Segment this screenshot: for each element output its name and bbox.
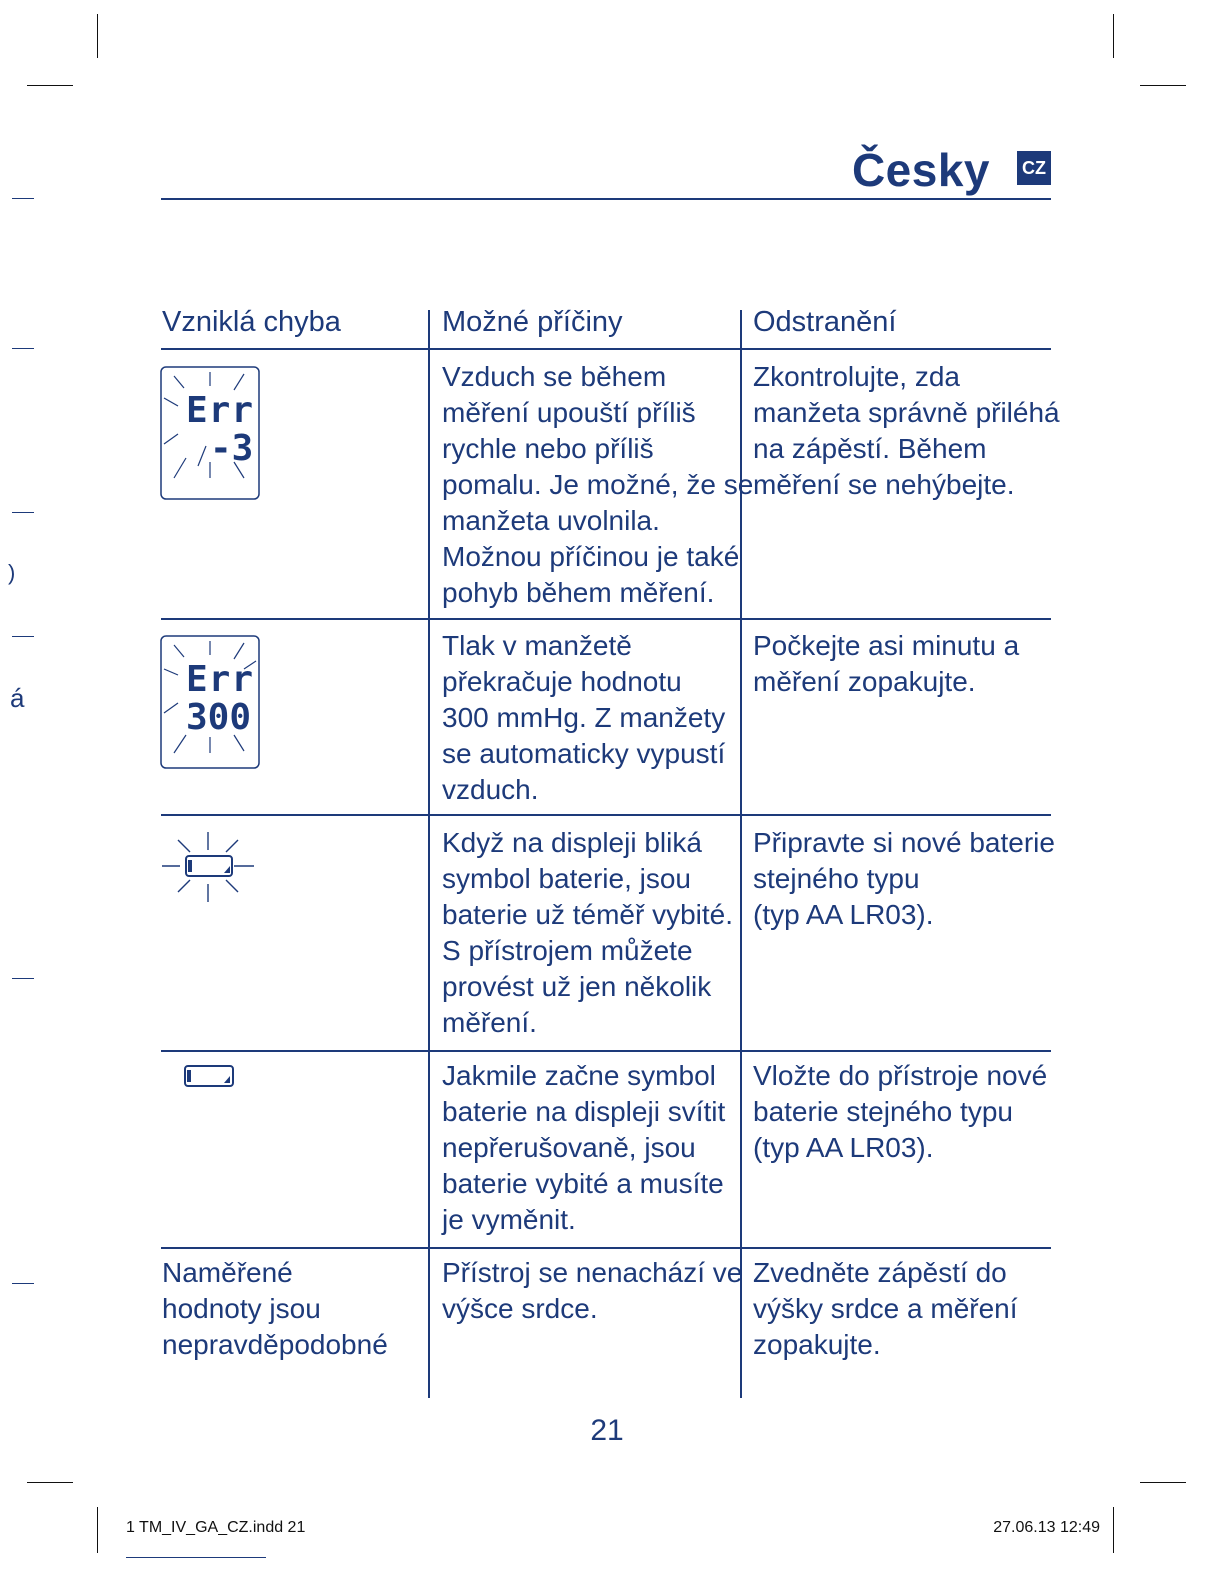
page-number: 21 [590, 1414, 624, 1447]
column-header-cause: Možné příčiny [442, 306, 623, 338]
blinking-battery-icon [160, 830, 256, 906]
fix-cell: Vložte do přístroje nové baterie stejného typu (typ AA LR03). [753, 1060, 1048, 1163]
crop-mark [97, 1507, 98, 1553]
table-row-divider [161, 1050, 1051, 1052]
fix-cell: Zkontrolujte, zda manžeta správně přiléhá na zápěstí. Během měření se nehýbejte. [753, 361, 1060, 500]
fix-cell: Počkejte asi minutu a měření zopakujte. [753, 630, 1020, 697]
margin-tick [12, 1283, 34, 1284]
crop-mark [1140, 85, 1186, 86]
margin-paren: ) [8, 560, 16, 585]
margin-tick [12, 636, 34, 637]
cause-cell: Tlak v manžetě překračuje hodnotu 300 mmHg. Z manžety se automaticky vypustí vzduch. [442, 630, 726, 805]
battery-icon [182, 1064, 236, 1088]
slug-file: 1 TM_IV_GA_CZ.indd 21 [126, 1519, 306, 1536]
table-row-divider [161, 1247, 1051, 1249]
table-row-divider [161, 814, 1051, 816]
column-header-fix: Odstranění [753, 306, 897, 338]
margin-tick [12, 198, 34, 199]
cause-cell: Když na displeji bliká symbol baterie, jsou baterie už téměř vybité. S přístrojem můžete provést už jen několik měření. [442, 827, 734, 1038]
margin-tick [12, 348, 34, 349]
slug-date: 27.06.13 12:49 [993, 1519, 1100, 1536]
table-row-divider [161, 618, 1051, 620]
err-line1: Err [186, 390, 255, 431]
table-column-divider [428, 310, 430, 1398]
err-line2: 300 [186, 697, 252, 738]
slug-underline [126, 1557, 266, 1558]
page-title: Česky [851, 144, 990, 196]
fix-cell: Připravte si nové baterie stejného typu (typ AA LR03). [753, 827, 1055, 930]
err-line1: Err [186, 659, 255, 700]
cause-cell: Vzduch se během měření upouští příliš rychle nebo příliš pomalu. Je možné, že se manžeta uvolnila. Možnou příčinou je také pohyb během měření. [442, 361, 754, 608]
cause-cell: Jakmile začne symbol baterie na displeji svítit nepřerušovaně, jsou baterie vybité a musíte je vyměnit. [442, 1060, 726, 1235]
header-rule [161, 198, 1051, 200]
fix-cell: Zvedněte zápěstí do výšky srdce a měření zopakujte. [753, 1257, 1018, 1360]
crop-mark [27, 85, 73, 86]
error-cell: Naměřené hodnoty jsou nepravděpodobné [162, 1257, 388, 1360]
crop-mark [1140, 1482, 1186, 1483]
margin-tick [12, 978, 34, 979]
language-badge: CZ [1017, 151, 1051, 185]
margin-tick [12, 512, 34, 513]
column-header-error: Vzniklá chyba [162, 306, 341, 338]
crop-mark [1113, 1507, 1114, 1553]
err-line2: -3 [210, 428, 254, 469]
crop-mark [1113, 14, 1114, 58]
margin-letter: á [10, 683, 25, 713]
cause-cell: Přístroj se nenachází ve výšce srdce. [442, 1257, 743, 1324]
crop-mark [27, 1482, 73, 1483]
err-300-display-icon [160, 635, 260, 769]
err-3-display-icon [160, 366, 260, 500]
table-row-divider [161, 348, 1051, 350]
crop-mark [97, 14, 98, 58]
